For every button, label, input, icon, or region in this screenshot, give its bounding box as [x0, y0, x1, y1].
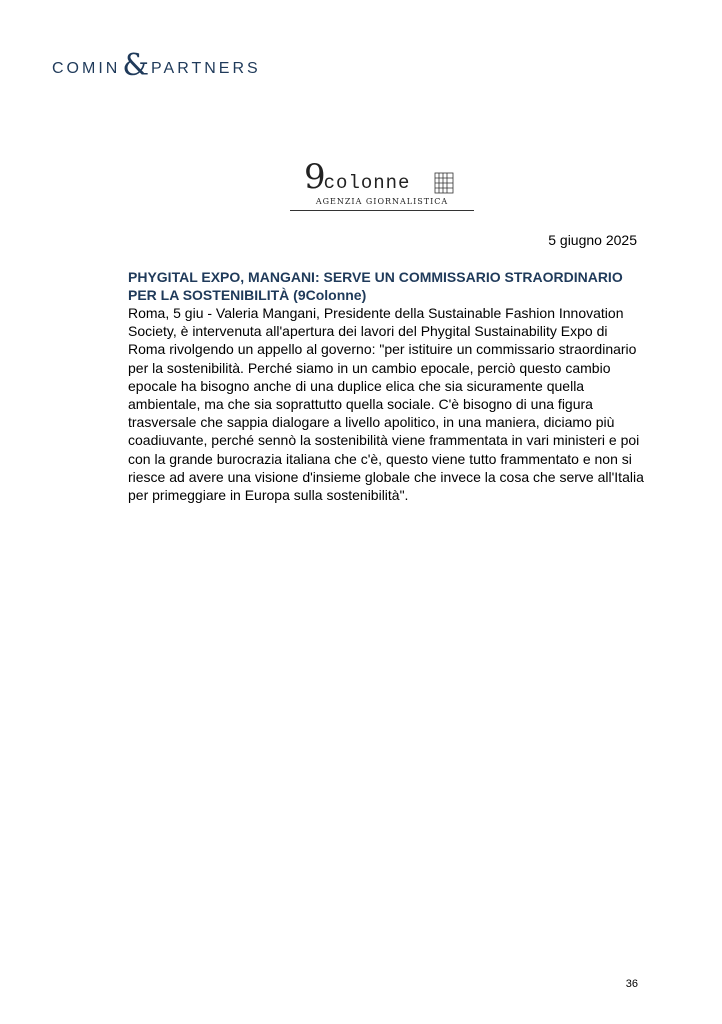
logo-number: 9	[304, 157, 326, 197]
logo-text-partners: PARTNERS	[151, 60, 261, 77]
logo-tagline: AGENZIA GIORNALISTICA	[315, 197, 449, 206]
logo-rule	[290, 210, 474, 211]
comin-partners-logo	[52, 48, 261, 84]
page-number: 36	[625, 978, 638, 990]
logo-word: colonne	[323, 172, 411, 194]
publication-date: 5 giugno 2025	[548, 232, 637, 248]
article	[128, 268, 648, 504]
column-grid-icon	[434, 172, 454, 194]
9colonne-logo	[290, 157, 474, 214]
9colonne-wordmark	[304, 157, 411, 197]
logo-text-comin: COMIN	[52, 60, 121, 77]
article-body: Roma, 5 giu - Valeria Mangani, Presidente della Sustainable Fashion Innovation Society, è intervenuta all'apertura dei lavori del Phygital Sustainability Expo di Roma rivolgendo un appello al governo: "per istituire un commissario straordinario per la sostenibilità. Perché siamo in un cambio epocale, perciò questo cambio epocale ha bisogno anche di una duplice elica che sia sicuramente quella ambientale, ma che sia soprattutto quella sociale. C'è bisogno di una figura trasversale che sappia dialogare a livello apolitico, in una maniera, diciamo più coadiuvante, perché sennò la sostenibilità viene frammentata in vari ministeri e poi con la grande burocrazia italiana che c'è, questo viene tutto frammentato e non si riesce ad avere una visione d'insieme globale che invece la cosa che serve all'Italia per primeggiare in Europa sulla sostenibilità".	[128, 305, 644, 504]
article-title: PHYGITAL EXPO, MANGANI: SERVE UN COMMISSARIO STRAORDINARIO PER LA SOSTENIBILITÀ (9Colonne)	[128, 269, 623, 303]
logo-ampersand: &	[122, 48, 150, 83]
